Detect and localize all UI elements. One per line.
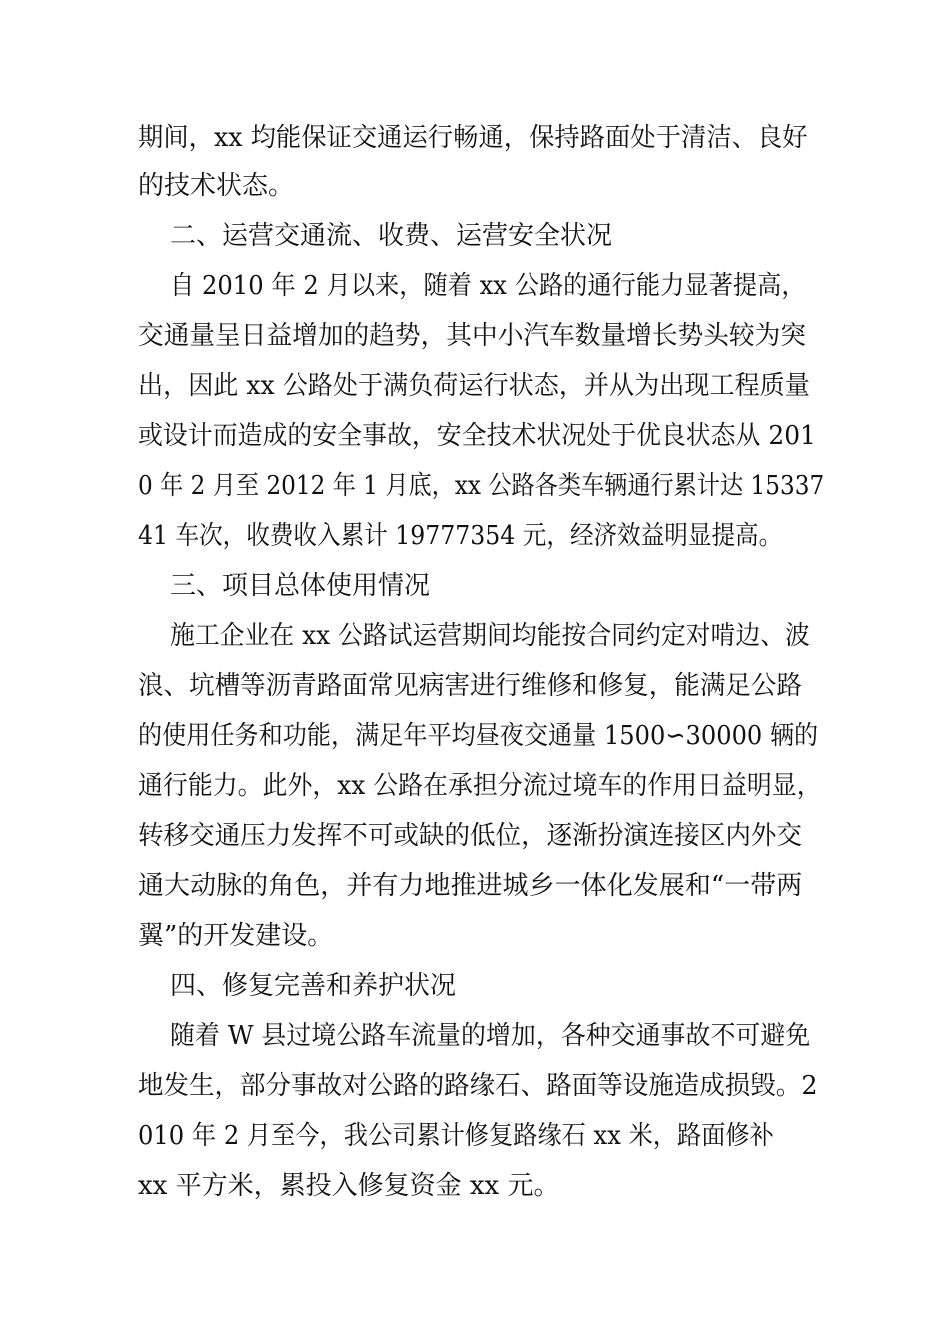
text-line-7: 或设计而造成的安全事故，安全技术状况处于优良状态从 201 bbox=[138, 421, 816, 451]
text-line-2: 的技术状态。 bbox=[138, 171, 295, 201]
text-line-5: 交通量呈日益增加的趋势，其中小汽车数量增长势头较为突 bbox=[138, 321, 807, 351]
text-line-9: 41 车次，收费收入累计 19777354 元，经济效益明显提高。 bbox=[138, 521, 783, 551]
section-heading-2: 二、运营交通流、收费、运营安全状况 bbox=[170, 221, 613, 251]
text-line-20: 地发生，部分事故对公路的路缘石、路面等设施造成损毁。2 bbox=[138, 1071, 818, 1101]
text-line-1: 期间，xx 均能保证交通运行畅通，保持路面处于清洁、良好 bbox=[138, 123, 808, 153]
text-line-14: 通行能力。此外，xx 公路在承担分流过境车的作用日益明显， bbox=[138, 771, 822, 801]
text-line-15: 转移交通压力发挥不可或缺的低位，逐渐扮演连接区内外交 bbox=[138, 821, 803, 851]
section-heading-3: 三、项目总体使用情况 bbox=[170, 571, 431, 601]
text-line-21: 010 年 2 月至今，我公司累计修复路缘石 xx 米，路面修补 bbox=[138, 1121, 774, 1151]
text-line-19: 随着 W 县过境公路车流量的增加，各种交通事故不可避免 bbox=[170, 1021, 811, 1051]
text-line-8: 0 年 2 月至 2012 年 1 月底，xx 公路各类车辆通行累计达 15337 bbox=[138, 471, 825, 501]
section-heading-4: 四、修复完善和养护状况 bbox=[170, 971, 457, 1001]
text-line-16: 通大动脉的角色，并有力地推进城乡一体化发展和“一带两 bbox=[138, 871, 803, 901]
text-line-4: 自 2010 年 2 月以来，随着 xx 公路的通行能力显著提高， bbox=[170, 271, 806, 301]
text-line-13: 的使用任务和功能，满足年平均昼夜交通量 1500∽30000 辆的 bbox=[138, 721, 819, 751]
text-line-11: 施工企业在 xx 公路试运营期间均能按合同约定对啃边、波 bbox=[170, 621, 810, 651]
text-line-17: 翼”的开发建设。 bbox=[138, 921, 334, 951]
text-line-6: 出，因此 xx 公路处于满负荷运行状态，并从为出现工程质量 bbox=[138, 371, 810, 401]
text-line-12: 浪、坑槽等沥青路面常见病害进行维修和修复，能满足公路 bbox=[138, 671, 803, 701]
text-line-22: xx 平方米，累投入修复资金 xx 元。 bbox=[138, 1171, 560, 1201]
